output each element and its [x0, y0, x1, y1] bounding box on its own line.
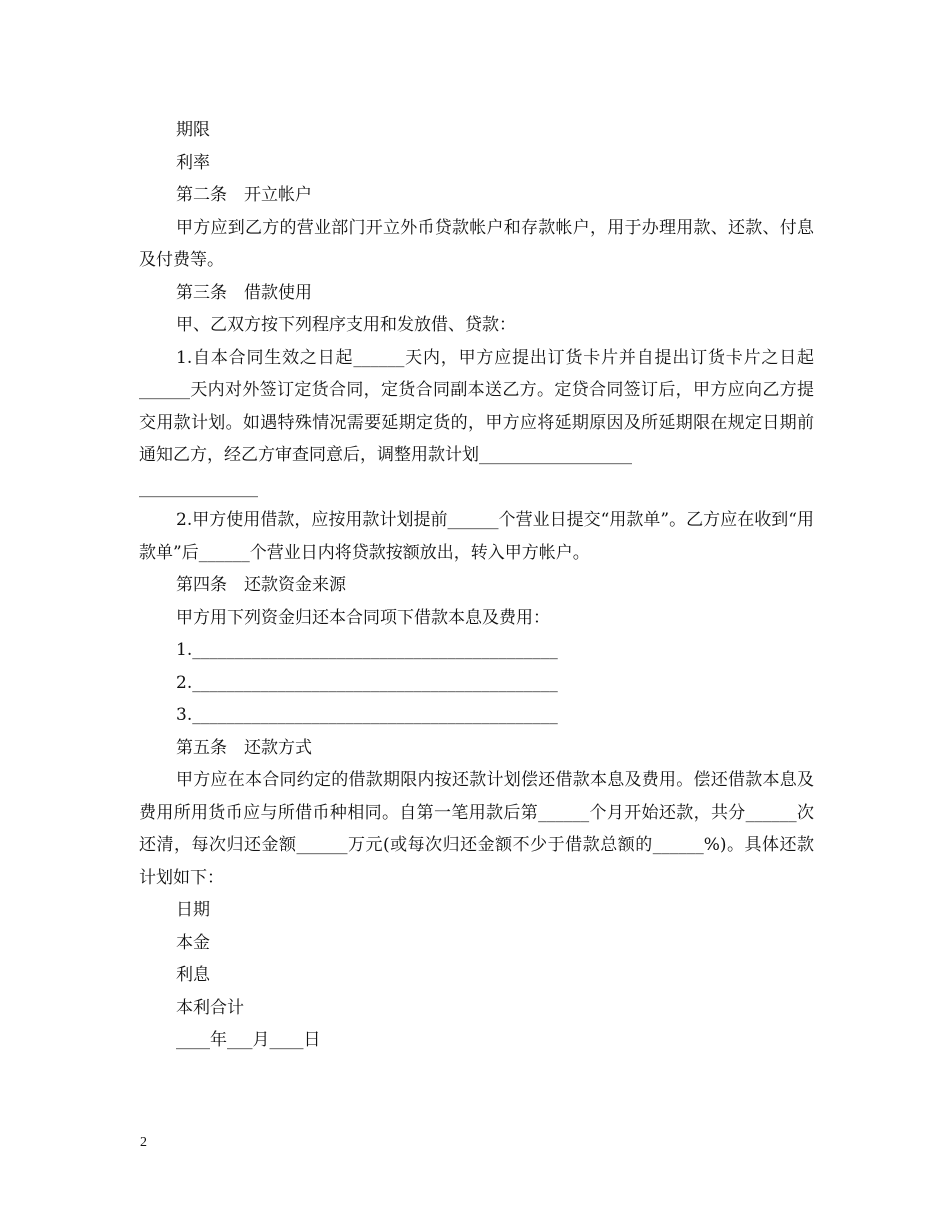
article-3-item-2: 2.甲方使用借款，应按用款计划提前______个营业日提交“用款单”。乙方应在收到“用款单”后______个营业日内将贷款按额放出，转入甲方帐户。 [139, 510, 814, 563]
page-number: 2 [140, 1135, 147, 1150]
paragraph-interest-rate: 利率 [176, 152, 210, 173]
document-body [139, 114, 814, 1057]
article-3-item-1-blank: ______________ [139, 477, 258, 498]
schedule-total: 本利合计 [176, 997, 244, 1018]
article-4-item-3: 3.___________________________________________ [176, 705, 558, 725]
paragraph-term: 期限 [176, 120, 210, 140]
schedule-principal: 本金 [176, 932, 210, 953]
article-2-text: 甲方应到乙方的营业部门开立外币贷款帐户和存款帐户，用于办理用款、还款、付息及付费等。 [139, 217, 814, 270]
schedule-date: 日期 [176, 900, 210, 920]
article-4-item-2: 2.___________________________________________ [176, 672, 558, 693]
article-3-intro: 甲、乙双方按下列程序支用和发放借、贷款： [176, 315, 516, 335]
article-3-item-1: 1.自本合同生效之日起______天内，甲方应提出订货卡片并自提出订货卡片之日起______天内对外签订定货合同，定货合同副本送乙方。定贷合同签订后，甲方应向乙方提交用款计划。如遇特殊情况需要延期定货的，甲方应将延期原因及所延期限在规定日期前通知乙方，经乙方审查同意后，调整用款计划__________________ [139, 347, 814, 465]
article-4-intro: 甲方用下列资金归还本合同项下借款本息及费用： [176, 607, 550, 628]
article-4-heading: 第四条 还款资金来源 [176, 575, 346, 595]
schedule-interest: 利息 [176, 965, 210, 985]
article-4-item-1: 1.___________________________________________ [176, 640, 558, 660]
article-5-heading: 第五条 还款方式 [176, 737, 312, 758]
signature-date: ____年___月____日 [176, 1030, 321, 1050]
article-5-text: 甲方应在本合同约定的借款期限内按还款计划偿还借款本息及费用。偿还借款本息及费用所用货币应与所借币种相同。自第一笔用款后第______个月开始还款，共分______次还清，每次归还金额______万元(或每次归还金额不少于借款总额的______%)。具体还款计划如下： [139, 770, 814, 888]
article-3-heading: 第三条 借款使用 [176, 282, 312, 303]
article-2-heading: 第二条 开立帐户 [176, 185, 312, 205]
